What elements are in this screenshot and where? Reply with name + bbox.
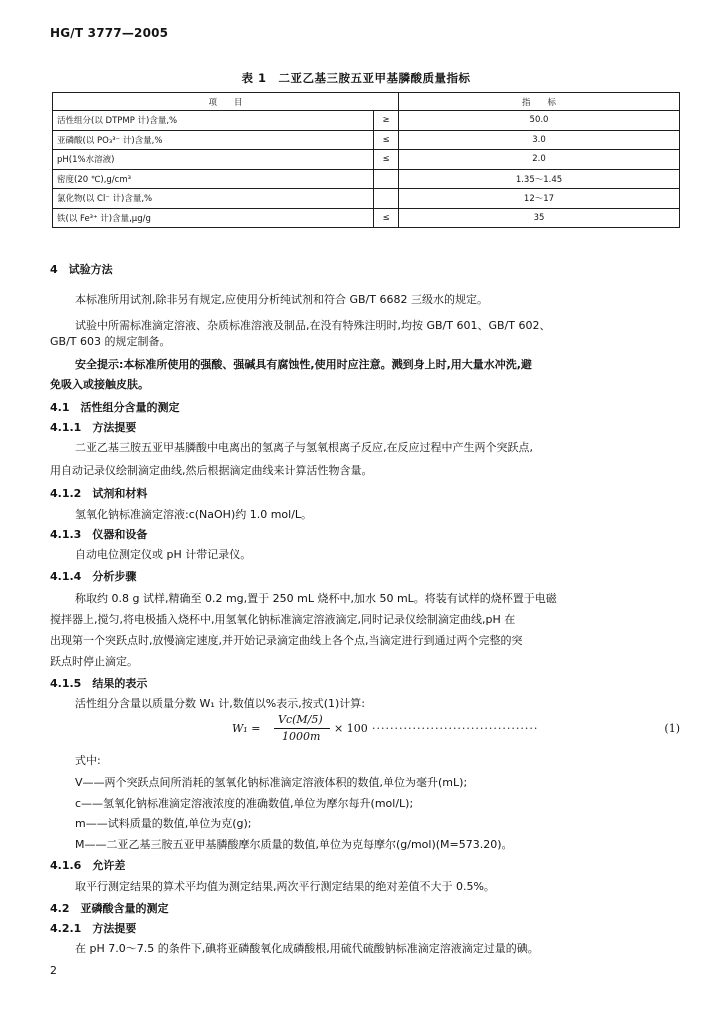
formula-denominator: 1000m — [282, 730, 321, 743]
paragraph-method-line1: 二亚乙基三胺五亚甲基膦酸中电离出的氢离子与氢氧根离子反应,在反应过程中产生两个突跃点, — [75, 441, 533, 454]
formula-1 — [232, 712, 680, 746]
formula-number: (1) — [664, 722, 680, 735]
paragraph-procedure-line4: 跃点时停止滴定。 — [50, 655, 138, 668]
definition-molar-mass: M——二亚乙基三胺五亚甲基膦酸摩尔质量的数值,单位为克每摩尔(g/mol)(M=573.20)。 — [75, 838, 513, 851]
row-item: 铁(以 Fe³⁺ 计)含量,μg/g — [53, 208, 374, 228]
row-item: pH(1%水溶液) — [53, 150, 374, 170]
section-heading-4-1-5: 4.1.5 结果的表示 — [50, 677, 148, 690]
where-label: 式中: — [75, 754, 101, 767]
table-row — [53, 189, 680, 209]
paragraph-method-line2: 用自动记录仪绘制滴定曲线,然后根据滴定曲线来计算活性物含量。 — [50, 464, 373, 477]
paragraph-phosphite-method: 在 pH 7.0～7.5 的条件下,碘将亚磷酸氧化成磷酸根,用硫代硫酸钠标准滴定溶液滴定过量的碘。 — [75, 942, 539, 955]
formula-leader-dots: ····································· — [372, 722, 539, 735]
column-header-value: 指 标 — [399, 93, 680, 111]
section-heading-4-2: 4.2 亚磷酸含量的测定 — [50, 902, 169, 915]
row-item: 密度(20 ℃),g/cm³ — [53, 169, 374, 189]
row-value: 3.0 — [399, 130, 680, 150]
table-row — [53, 208, 680, 228]
paragraph-procedure-line3: 出现第一个突跃点时,放慢滴定速度,并开始记录滴定曲线上各个点,当滴定进行到通过两个完整的突 — [50, 634, 523, 647]
row-operator: ≤ — [374, 150, 399, 170]
quality-spec-table — [52, 92, 680, 228]
paragraph-solutions-line1: 试验中所需标准滴定溶液、杂质标准溶液及制品,在没有特殊注明时,均按 GB/T 601、GB/T 602、 — [75, 319, 551, 332]
safety-note-line2: 免吸入或接触皮肤。 — [50, 378, 149, 391]
safety-note-line1: 安全提示:本标准所使用的强酸、强碱具有腐蚀性,使用时应注意。溅到身上时,用大量水冲洗,避 — [75, 358, 532, 371]
section-heading-4-1: 4.1 活性组分含量的测定 — [50, 401, 180, 414]
formula-numerator: Vc(M/5) — [278, 713, 323, 726]
row-item: 活性组分(以 DTPMP 计)含量,% — [53, 111, 374, 131]
paragraph-apparatus: 自动电位测定仪或 pH 计带记录仪。 — [75, 548, 252, 561]
definition-c: c——氢氧化钠标准滴定溶液浓度的准确数值,单位为摩尔每升(mol/L); — [75, 797, 414, 810]
row-value: 35 — [399, 208, 680, 228]
row-operator — [374, 169, 399, 189]
paragraph-procedure-line1: 称取约 0.8 g 试样,精确至 0.2 mg,置于 250 mL 烧杯中,加水 50 mL。将装有试样的烧杯置于电磁 — [75, 592, 557, 605]
column-header-item: 项 目 — [53, 93, 399, 111]
row-operator: ≤ — [374, 130, 399, 150]
row-value: 50.0 — [399, 111, 680, 131]
table-caption: 表 1 二亚乙基三胺五亚甲基膦酸质量指标 — [241, 71, 471, 85]
paragraph-reagent-naoh: 氢氧化钠标准滴定溶液:c(NaOH)约 1.0 mol/L。 — [75, 508, 313, 521]
paragraph-tolerance: 取平行测定结果的算术平均值为测定结果,两次平行测定结果的绝对差值不大于 0.5%。 — [75, 880, 495, 893]
section-heading-4-1-4: 4.1.4 分析步骤 — [50, 570, 137, 583]
page-number: 2 — [50, 964, 57, 977]
row-value: 1.35～1.45 — [399, 169, 680, 189]
row-item: 亚磷酸(以 PO₃³⁻ 计)含量,% — [53, 130, 374, 150]
paragraph-solutions-line2: GB/T 603 的规定制备。 — [50, 335, 171, 348]
section-heading-4-1-1: 4.1.1 方法提要 — [50, 421, 137, 434]
row-operator — [374, 189, 399, 209]
section-heading-4-1-3: 4.1.3 仪器和设备 — [50, 528, 148, 541]
table-row — [53, 130, 680, 150]
standard-number: HG/T 3777—2005 — [50, 26, 169, 40]
formula-multiplier: × 100 — [334, 722, 368, 735]
formula-lhs: W₁ = — [232, 722, 261, 735]
paragraph-result-expression: 活性组分含量以质量分数 W₁ 计,数值以%表示,按式(1)计算: — [75, 697, 366, 710]
table-row — [53, 111, 680, 131]
fraction-bar — [274, 728, 330, 729]
row-item: 氯化物(以 Cl⁻ 计)含量,% — [53, 189, 374, 209]
table-row — [53, 169, 680, 189]
table-row — [53, 150, 680, 170]
row-operator: ≤ — [374, 208, 399, 228]
section-heading-4-1-6: 4.1.6 允许差 — [50, 859, 126, 872]
table-header-row — [53, 93, 680, 111]
section-heading-4-1-2: 4.1.2 试剂和材料 — [50, 487, 148, 500]
row-operator: ≥ — [374, 111, 399, 131]
paragraph-procedure-line2: 搅拌器上,搅匀,将电极插入烧杯中,用氢氧化钠标准滴定溶液滴定,同时记录仪绘制滴定曲线,pH 在 — [50, 613, 516, 626]
definition-v: V——两个突跃点间所消耗的氢氧化钠标准滴定溶液体积的数值,单位为毫升(mL); — [75, 776, 468, 789]
row-value: 2.0 — [399, 150, 680, 170]
row-value: 12～17 — [399, 189, 680, 209]
definition-m: m——试料质量的数值,单位为克(g); — [75, 817, 252, 830]
paragraph-reagents: 本标准所用试剂,除非另有规定,应使用分析纯试剂和符合 GB/T 6682 三级水的规定。 — [75, 293, 488, 306]
section-heading-4: 4 试验方法 — [50, 263, 113, 276]
section-heading-4-2-1: 4.2.1 方法提要 — [50, 922, 137, 935]
